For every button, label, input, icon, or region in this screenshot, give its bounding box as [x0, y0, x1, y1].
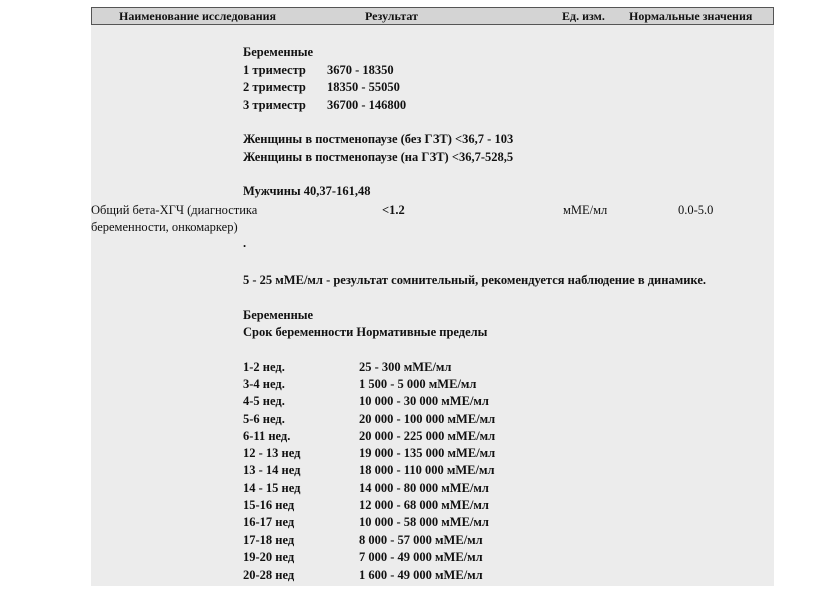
trimester-1-label: 1 триместр — [243, 63, 306, 77]
trimester-3-range: 36700 - 146800 — [327, 98, 407, 112]
week-range: 20 000 - 100 000 мМЕ/мл — [359, 412, 496, 426]
week-label: 20-28 нед — [243, 568, 295, 582]
week-range: 7 000 - 49 000 мМЕ/мл — [359, 550, 483, 564]
week-range: 18 000 - 110 000 мМЕ/мл — [359, 463, 495, 477]
week-label: 3-4 нед. — [243, 377, 285, 391]
test-name-line1: Общий бета-ХГЧ (диагностика — [91, 203, 258, 217]
week-label: 1-2 нед. — [243, 360, 285, 374]
week-label: 4-5 нед. — [243, 394, 285, 408]
result-row-body — [91, 25, 774, 586]
week-range: 10 000 - 58 000 мМЕ/мл — [359, 515, 489, 529]
doubtful-note: 5 - 25 мМЕ/мл - результат сомнительный, рекомендуется наблюдение в динамике. — [243, 273, 706, 287]
week-range: 8 000 - 57 000 мМЕ/мл — [359, 533, 483, 547]
week-label: 17-18 нед — [243, 533, 295, 547]
week-label: 14 - 15 нед — [243, 481, 301, 495]
week-range: 25 - 300 мМЕ/мл — [359, 360, 452, 374]
trimester-1-range: 3670 - 18350 — [327, 63, 394, 77]
week-range: 1 500 - 5 000 мМЕ/мл — [359, 377, 477, 391]
week-label: 12 - 13 нед — [243, 446, 301, 460]
week-range: 1 600 - 49 000 мМЕ/мл — [359, 568, 483, 582]
week-label: 5-6 нед. — [243, 412, 285, 426]
test-name-line2: беременности, онкомаркер) — [91, 220, 238, 234]
week-range: 12 000 - 68 000 мМЕ/мл — [359, 498, 489, 512]
postmenopause-hrt: Женщины в постменопаузе (на ГЗТ) <36,7-528,5 — [243, 150, 514, 164]
week-range: 10 000 - 30 000 мМЕ/мл — [359, 394, 489, 408]
test-result: <1.2 — [382, 203, 405, 217]
header-col-norm: Нормальные значения — [629, 9, 753, 23]
men-reference: Мужчины 40,37-161,48 — [243, 184, 371, 198]
weeks-subtitle: Срок беременности Нормативные пределы — [243, 325, 488, 339]
trimester-2-label: 2 триместр — [243, 80, 306, 94]
header-col-name: Наименование исследования — [119, 9, 277, 23]
week-label: 15-16 нед — [243, 498, 295, 512]
postmenopause-no-hrt: Женщины в постменопаузе (без ГЗТ) <36,7 - 103 — [243, 132, 514, 146]
trimester-3-label: 3 триместр — [243, 98, 306, 112]
test-norm: 0.0-5.0 — [678, 203, 714, 217]
week-label: 6-11 нед. — [243, 429, 291, 443]
week-label: 19-20 нед — [243, 550, 295, 564]
header-col-unit: Ед. изм. — [562, 9, 605, 23]
test-unit: мМЕ/мл — [563, 203, 608, 217]
week-label: 13 - 14 нед — [243, 463, 301, 477]
week-range: 14 000 - 80 000 мМЕ/мл — [359, 481, 489, 495]
header-col-result: Результат — [365, 9, 419, 23]
weeks-title: Беременные — [243, 308, 314, 322]
trimester-2-range: 18350 - 55050 — [327, 80, 400, 94]
week-label: 16-17 нед — [243, 515, 295, 529]
pregnant-title: Беременные — [243, 45, 314, 59]
table-header — [91, 7, 774, 25]
week-range: 20 000 - 225 000 мМЕ/мл — [359, 429, 496, 443]
dot-mark: . — [243, 236, 247, 250]
week-range: 19 000 - 135 000 мМЕ/мл — [359, 446, 496, 460]
